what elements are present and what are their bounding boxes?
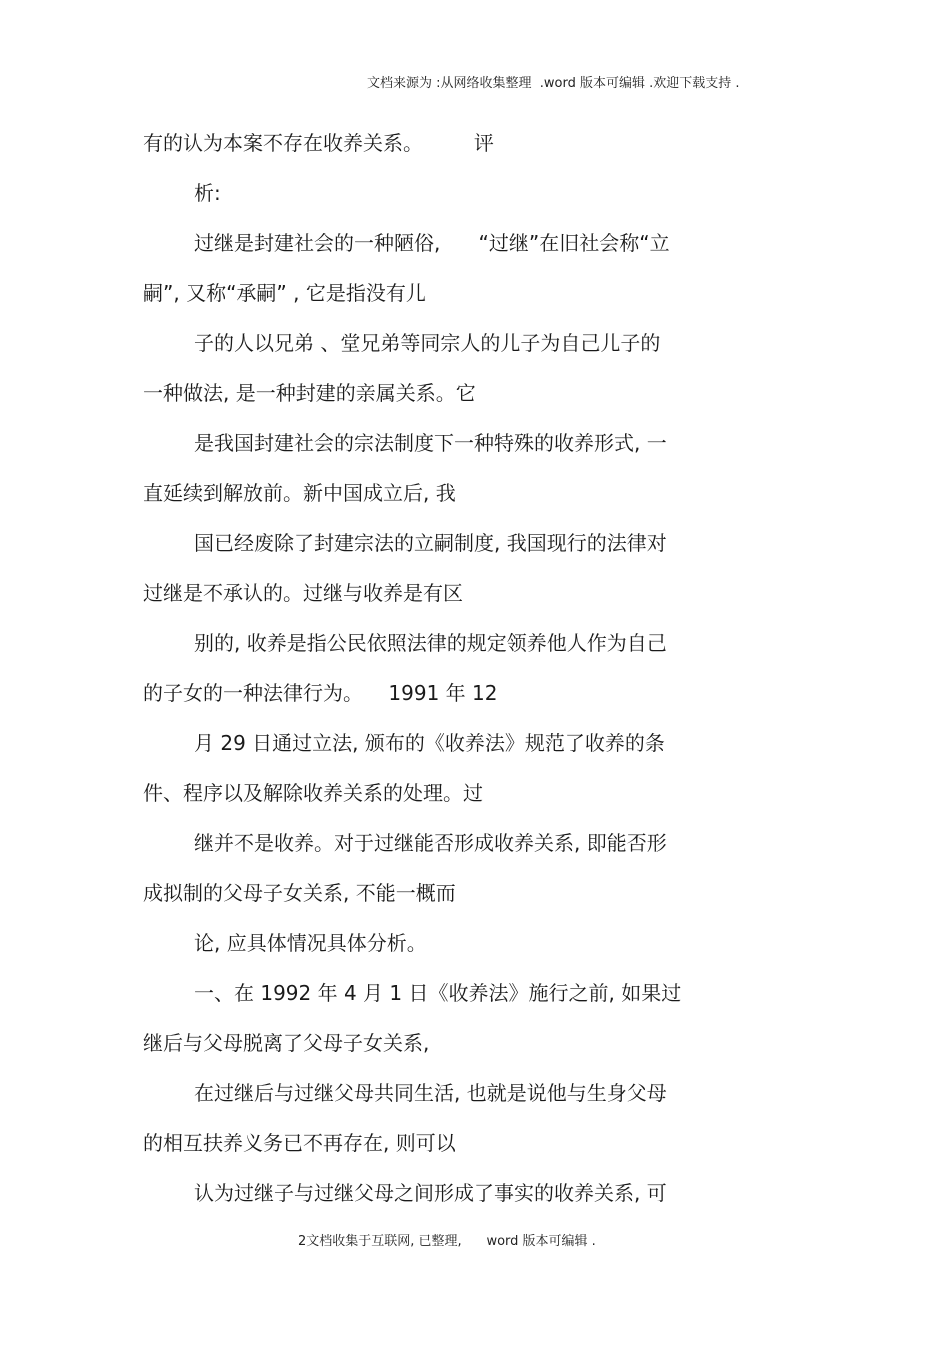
text-line: 继并不是收养。对于过继能否形成收养关系, 即能否形 — [194, 831, 667, 855]
text-line: 嗣”, 又称“承嗣” , 它是指没有儿 — [143, 281, 426, 305]
text-line: 子的人以兄弟 、堂兄弟等同宗人的儿子为自己儿子的 — [194, 331, 661, 355]
text-line: 是我国封建社会的宗法制度下一种特殊的收养形式, 一 — [194, 431, 667, 455]
text-line: 的相互扶养义务已不再存在, 则可以 — [143, 1131, 456, 1155]
text-line: 成拟制的父母子女关系, 不能一概而 — [143, 881, 456, 905]
page-header: 文档来源为 :从网络收集整理 .word 版本可编辑 .欢迎下载支持 . — [367, 76, 740, 91]
text-line: 有的认为本案不存在收养关系。 评 — [143, 131, 494, 155]
text-line: 继后与父母脱离了父母子女关系, — [143, 1031, 430, 1055]
text-line: 的子女的一种法律行为。 1991 年 12 — [143, 681, 498, 705]
text-line: 论, 应具体情况具体分析。 — [194, 931, 427, 955]
text-line: 件、程序以及解除收养关系的处理。过 — [143, 781, 483, 805]
text-line: 直延续到解放前。新中国成立后, 我 — [143, 481, 456, 505]
text-line: 认为过继子与过继父母之间形成了事实的收养关系, 可 — [194, 1181, 667, 1205]
text-line: 别的, 收养是指公民依照法律的规定领养他人作为自己 — [194, 631, 667, 655]
text-line: 析: — [194, 181, 221, 205]
text-line: 过继是封建社会的一种陋俗, “过继”在旧社会称“立 — [194, 231, 670, 255]
text-line: 国已经废除了封建宗法的立嗣制度, 我国现行的法律对 — [194, 531, 667, 555]
text-line: 在过继后与过继父母共同生活, 也就是说他与生身父母 — [194, 1081, 667, 1105]
text-line: 一、在 1992 年 4 月 1 日《收养法》施行之前, 如果过 — [194, 981, 682, 1005]
text-line: 月 29 日通过立法, 颁布的《收养法》规范了收养的条 — [194, 731, 665, 755]
text-line: 过继是不承认的。过继与收养是有区 — [143, 581, 463, 605]
page-footer: 2文档收集于互联网, 已整理, word 版本可编辑 . — [298, 1234, 596, 1249]
text-line: 一种做法, 是一种封建的亲属关系。它 — [143, 381, 476, 405]
